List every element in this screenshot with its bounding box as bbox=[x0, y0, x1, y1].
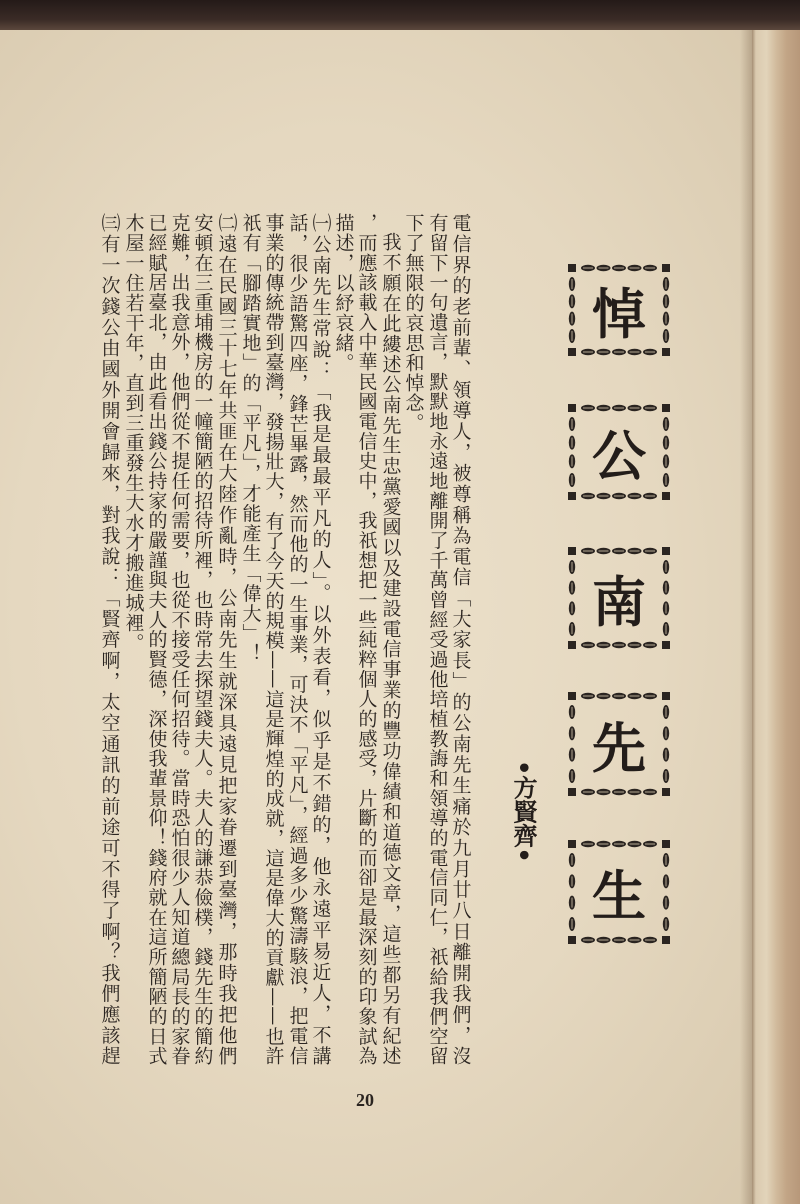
article-line: 描述，以紓哀緒。 bbox=[332, 213, 355, 373]
title-character: 生 bbox=[592, 863, 646, 928]
article-line: 克難，出我意外，他們從不提任何需要，也從不接受任何招待。當時恐怕很少人知道總局長的家眷 bbox=[168, 213, 191, 1065]
title-frame bbox=[566, 262, 672, 358]
page-number: 20 bbox=[356, 1090, 374, 1110]
article-line: 祇有「腳踏實地」的「平凡」，才能產生「偉大」！ bbox=[239, 213, 262, 664]
article-line: 下了無限的哀思和悼念。 bbox=[402, 213, 425, 433]
page-edge-shadow bbox=[740, 0, 752, 1204]
article-line: 電信界的老前輩、領導人，被尊稱為電信「大家長」的公南先生痛於九月廿八日離開我們，沒 bbox=[449, 213, 472, 1065]
author-byline: •方賢齊• bbox=[509, 760, 538, 863]
article-line: 安頓在三重埔機房的一幢簡陋的招待所裡，也時常去探望錢夫人。夫人的謙恭儉樸，錢先生的簡約 bbox=[191, 213, 214, 1065]
article-line: ㈢有一次錢公由國外開會歸來，對我說：「賢齊啊，太空通訊的前途可不得了啊？我們應該趕 bbox=[98, 213, 121, 1065]
article-line: 木屋一住若干年，直到三重發生大水才搬進城裡。 bbox=[122, 213, 145, 653]
title-frame bbox=[566, 402, 672, 502]
book-cover-edge bbox=[0, 0, 800, 30]
title-character: 先 bbox=[592, 715, 646, 780]
article-line: ㈠公南先生常說：「我是最最平凡的人」。以外表看，似乎是不錯的，他永遠平易近人，不講 bbox=[309, 213, 332, 1065]
title-character: 悼 bbox=[592, 281, 646, 346]
title-frame bbox=[566, 545, 672, 651]
article-line: 事業的傳統帶到臺灣，發揚壯大，有了今天的規模——這是輝煌的成就，這是偉大的貢獻——也許 bbox=[262, 213, 285, 1065]
article-line: 話，很少語驚四座，鋒芒畢露，然而他的一生事業，可決不「平凡」，經過多少驚濤駭浪，把電信 bbox=[286, 213, 309, 1065]
article-line: 有留下一句遺言，默默地永遠地離開了千萬曾經受過他培植教誨和領導的電信同仁，祇給我們空留 bbox=[426, 213, 449, 1065]
title-frame bbox=[566, 690, 672, 798]
article-line: ，而應該載入中華民國電信史中，我祇想把一些純粹個人的感受，片斷的而卻是最深刻的印象試為 bbox=[355, 213, 378, 1065]
title-character: 公 bbox=[592, 423, 646, 488]
title-character: 南 bbox=[592, 569, 646, 634]
article-line: ㈡遠在民國三十七年共匪在大陸作亂時，公南先生就深具遠見把家眷遷到臺灣，那時我把他們 bbox=[215, 213, 238, 1065]
article-line: 已經賦居臺北，由此看出錢公持家的嚴謹與夫人的賢德，深使我輩景仰！錢府就在這所簡陋的日式 bbox=[145, 213, 168, 1065]
title-frame bbox=[566, 838, 672, 946]
article-line: 我不願在此縷述公南先生忠黨愛國以及建設電信事業的豐功偉績和道德文章，這些都另有紀述 bbox=[379, 232, 402, 1065]
page-stack-edge bbox=[752, 0, 800, 1204]
